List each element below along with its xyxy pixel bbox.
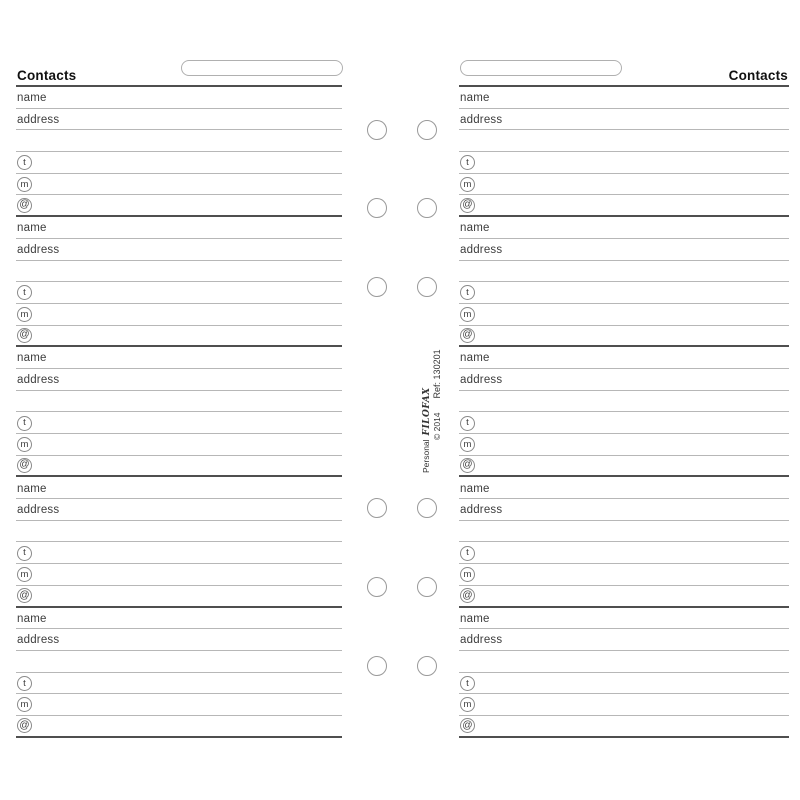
- telephone-field-row: [16, 152, 342, 174]
- telephone-icon: t: [460, 546, 475, 561]
- mobile-field-row: [16, 694, 342, 716]
- telephone-icon: t: [460, 285, 475, 300]
- address-field-row: [16, 109, 342, 131]
- address-label: address: [17, 374, 60, 387]
- page-title: Contacts: [17, 67, 77, 83]
- mobile-icon: m: [460, 307, 475, 322]
- brand-line: [418, 323, 432, 473]
- mobile-icon: m: [460, 697, 475, 712]
- name-field-row: [459, 477, 789, 499]
- name-field-row: [459, 608, 789, 630]
- address-label: address: [460, 374, 503, 387]
- contact-entry-block: [16, 477, 342, 607]
- mobile-field-row: [16, 174, 342, 196]
- email-icon: @: [17, 198, 32, 213]
- mobile-field-row: [459, 434, 789, 456]
- contact-entry-block: [459, 608, 789, 738]
- mobile-icon: m: [460, 567, 475, 582]
- mobile-field-row: [459, 174, 789, 196]
- address-field-row: [459, 629, 789, 651]
- mobile-icon: m: [17, 177, 32, 192]
- spine-copyright: © 2014: [431, 412, 442, 440]
- name-field-row: [459, 347, 789, 369]
- email-icon: @: [17, 328, 32, 343]
- telephone-field-row: [459, 673, 789, 695]
- punch-hole: [367, 656, 387, 676]
- address-label: address: [460, 244, 503, 256]
- address-extra-line-row: [459, 521, 789, 543]
- contact-entry-block: [459, 87, 789, 217]
- telephone-field-row: [459, 412, 789, 434]
- name-label: name: [17, 222, 47, 235]
- email-icon: @: [17, 718, 32, 733]
- name-label: name: [460, 222, 490, 235]
- address-field-row: [16, 499, 342, 521]
- address-extra-line-row: [16, 261, 342, 283]
- name-field-row: [16, 217, 342, 239]
- punch-hole: [367, 577, 387, 597]
- mobile-field-row: [459, 564, 789, 586]
- name-field-row: [16, 477, 342, 499]
- mobile-field-row: [459, 304, 789, 326]
- address-extra-line-row: [459, 391, 789, 413]
- punch-hole: [367, 277, 387, 297]
- address-extra-line-row: [16, 130, 342, 152]
- mobile-field-row: [459, 694, 789, 716]
- mobile-icon: m: [460, 177, 475, 192]
- brand-prefix: Personal: [421, 439, 431, 473]
- address-label: address: [460, 634, 503, 647]
- email-field-row: [459, 716, 789, 738]
- contact-entry-block: [459, 477, 789, 607]
- address-field-row: [459, 499, 789, 521]
- address-field-row: [459, 239, 789, 261]
- punch-hole: [367, 498, 387, 518]
- email-field-row: [16, 195, 342, 217]
- email-field-row: [459, 586, 789, 608]
- email-icon: @: [460, 718, 475, 733]
- address-field-row: [459, 109, 789, 131]
- email-icon: @: [17, 588, 32, 603]
- address-extra-line-row: [459, 651, 789, 673]
- telephone-icon: t: [460, 155, 475, 170]
- address-extra-line-row: [16, 521, 342, 543]
- telephone-field-row: [16, 412, 342, 434]
- address-label: address: [460, 113, 503, 126]
- email-icon: @: [460, 588, 475, 603]
- email-field-row: [16, 716, 342, 738]
- email-icon: @: [17, 458, 32, 473]
- contact-entry-block: [459, 347, 789, 477]
- name-field-row: [16, 347, 342, 369]
- email-field-row: [459, 456, 789, 478]
- address-label: address: [17, 244, 60, 256]
- imprint-line: [433, 323, 443, 440]
- mobile-icon: m: [17, 567, 32, 582]
- filofax-logo: filofax: [417, 387, 432, 436]
- name-field-row: [459, 87, 789, 109]
- contact-entry-block: [16, 217, 342, 347]
- address-label: address: [17, 634, 60, 647]
- right-entry-list: [459, 87, 789, 738]
- mobile-field-row: [16, 434, 342, 456]
- address-extra-line-row: [16, 391, 342, 413]
- address-field-row: [459, 369, 789, 391]
- address-label: address: [17, 113, 60, 126]
- mobile-icon: m: [17, 437, 32, 452]
- email-field-row: [459, 326, 789, 348]
- email-field-row: [16, 456, 342, 478]
- email-field-row: [16, 586, 342, 608]
- email-field-row: [459, 195, 789, 217]
- telephone-icon: t: [460, 676, 475, 691]
- punch-hole: [417, 277, 437, 297]
- address-field-row: [16, 369, 342, 391]
- address-label: address: [460, 504, 503, 517]
- punch-hole: [417, 498, 437, 518]
- telephone-field-row: [459, 282, 789, 304]
- telephone-field-row: [459, 542, 789, 564]
- name-label: name: [17, 612, 47, 625]
- left-page-header: [16, 59, 342, 87]
- contact-entry-block: [16, 347, 342, 477]
- mobile-icon: m: [17, 697, 32, 712]
- name-label: name: [460, 482, 490, 495]
- punch-hole: [417, 120, 437, 140]
- telephone-icon: t: [17, 285, 32, 300]
- telephone-icon: t: [17, 546, 32, 561]
- address-extra-line-row: [459, 261, 789, 283]
- index-tab-box: [460, 60, 622, 76]
- name-label: name: [460, 612, 490, 625]
- spine-ref-number: Ref: 130201: [431, 349, 442, 399]
- left-page: [16, 59, 342, 738]
- telephone-icon: t: [460, 416, 475, 431]
- telephone-icon: t: [17, 155, 32, 170]
- name-label: name: [460, 92, 490, 105]
- email-icon: @: [460, 458, 475, 473]
- email-icon: @: [460, 198, 475, 213]
- address-field-row: [16, 629, 342, 651]
- email-field-row: [16, 326, 342, 348]
- punch-hole: [367, 198, 387, 218]
- telephone-field-row: [16, 282, 342, 304]
- right-page: [459, 59, 789, 738]
- address-extra-line-row: [459, 130, 789, 152]
- address-extra-line-row: [16, 651, 342, 673]
- name-label: name: [17, 352, 47, 365]
- mobile-icon: m: [460, 437, 475, 452]
- address-field-row: [16, 239, 342, 261]
- telephone-field-row: [16, 673, 342, 695]
- email-icon: @: [460, 328, 475, 343]
- contact-entry-block: [459, 217, 789, 347]
- right-page-header: [459, 59, 789, 87]
- telephone-field-row: [16, 542, 342, 564]
- contact-entry-block: [16, 608, 342, 738]
- name-field-row: [459, 217, 789, 239]
- mobile-field-row: [16, 564, 342, 586]
- address-label: address: [17, 504, 60, 517]
- name-field-row: [16, 608, 342, 630]
- punch-hole: [367, 120, 387, 140]
- spine-imprint: [418, 323, 446, 473]
- name-label: name: [17, 92, 47, 105]
- telephone-field-row: [459, 152, 789, 174]
- index-tab-box: [181, 60, 343, 76]
- page-title: Contacts: [728, 67, 788, 83]
- left-entry-list: [16, 87, 342, 738]
- name-label: name: [460, 352, 490, 365]
- telephone-icon: t: [17, 676, 32, 691]
- punch-hole: [417, 198, 437, 218]
- punch-hole: [417, 577, 437, 597]
- telephone-icon: t: [17, 416, 32, 431]
- name-field-row: [16, 87, 342, 109]
- punch-hole: [417, 656, 437, 676]
- mobile-field-row: [16, 304, 342, 326]
- mobile-icon: m: [17, 307, 32, 322]
- name-label: name: [17, 482, 47, 495]
- contact-entry-block: [16, 87, 342, 217]
